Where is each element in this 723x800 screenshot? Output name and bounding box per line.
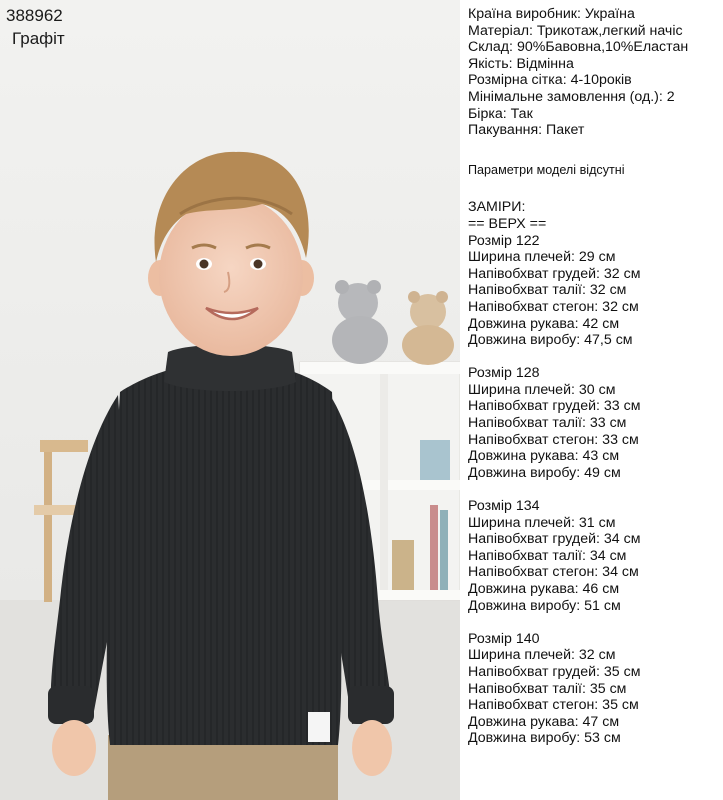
left-hand (52, 720, 96, 776)
measure-shoulder: Ширина плечей: 31 см (468, 514, 616, 531)
measure-sleeve: Довжина рукава: 42 см (468, 315, 620, 332)
measure-length: Довжина виробу: 49 см (468, 464, 621, 481)
measure-waist: Напівобхват талії: 35 см (468, 680, 627, 697)
size-block-122 (468, 233, 720, 349)
measure-hips: Напівобхват стегон: 34 см (468, 564, 639, 581)
sweater-body (107, 360, 342, 745)
measure-length: Довжина виробу: 53 см (468, 730, 621, 747)
spec-size-range: Розмірна сітка: 4-10років (468, 72, 632, 89)
measure-chest: Напівобхват грудей: 34 см (468, 531, 641, 548)
right-hand (352, 720, 392, 776)
child-face (159, 196, 303, 356)
measure-sleeve: Довжина рукава: 46 см (468, 581, 620, 597)
garment-tag (308, 712, 330, 742)
measure-chest: Напівобхват грудей: 35 см (468, 663, 641, 680)
measure-shoulder: Ширина плечей: 29 см (468, 249, 616, 266)
measure-waist: Напівобхват талії: 34 см (468, 547, 627, 564)
size-block-128 (468, 365, 720, 481)
spec-min-order: Мінімальне замовлення (од.): 2 (468, 88, 675, 105)
measure-shoulder: Ширина плечей: 32 см (468, 647, 616, 664)
measure-shoulder: Ширина плечей: 30 см (468, 381, 616, 398)
measure-length: Довжина виробу: 47,5 см (468, 332, 633, 349)
measure-hips: Напівобхват стегон: 35 см (468, 697, 639, 714)
measure-chest: Напівобхват грудей: 33 см (468, 398, 641, 415)
size-label: Розмір 122 (468, 232, 540, 249)
measure-waist: Напівобхват талії: 32 см (468, 282, 627, 299)
measure-length: Довжина виробу: 51 см (468, 597, 621, 614)
size-label: Розмір 140 (468, 630, 540, 647)
measure-waist: Напівобхват талії: 33 см (468, 415, 627, 432)
right-cuff (348, 686, 394, 724)
model-params-note: Параметри моделі відсутні (468, 162, 625, 177)
measurements-title: ЗАМІРИ: (468, 199, 526, 216)
spec-panel (468, 6, 720, 747)
product-code: 388962 (6, 6, 63, 25)
product-color: Графіт (12, 29, 65, 48)
spec-tag: Бірка: Так (468, 105, 533, 122)
size-label: Розмір 128 (468, 365, 540, 382)
measure-hips: Напівобхват стегон: 32 см (468, 298, 639, 315)
spec-quality: Якість: Відмінна (468, 55, 574, 72)
size-label: Розмір 134 (468, 498, 540, 515)
measurements-section: == ВЕРХ == (468, 215, 547, 232)
size-block-134 (468, 498, 720, 614)
measure-hips: Напівобхват стегон: 33 см (468, 431, 639, 448)
measure-sleeve: Довжина рукава: 47 см (468, 713, 620, 730)
spec-country: Країна виробник: Україна (468, 6, 635, 22)
size-block-140 (468, 631, 720, 747)
measure-chest: Напівобхват грудей: 32 см (468, 265, 641, 282)
measure-sleeve: Довжина рукава: 43 см (468, 448, 620, 465)
left-cuff (48, 686, 94, 724)
spec-packaging: Пакування: Пакет (468, 122, 585, 139)
spec-material: Матеріал: Трикотаж,легкий начіс (468, 22, 683, 39)
spec-composition: Склад: 90%Бавовна,10%Еластан (468, 39, 689, 56)
